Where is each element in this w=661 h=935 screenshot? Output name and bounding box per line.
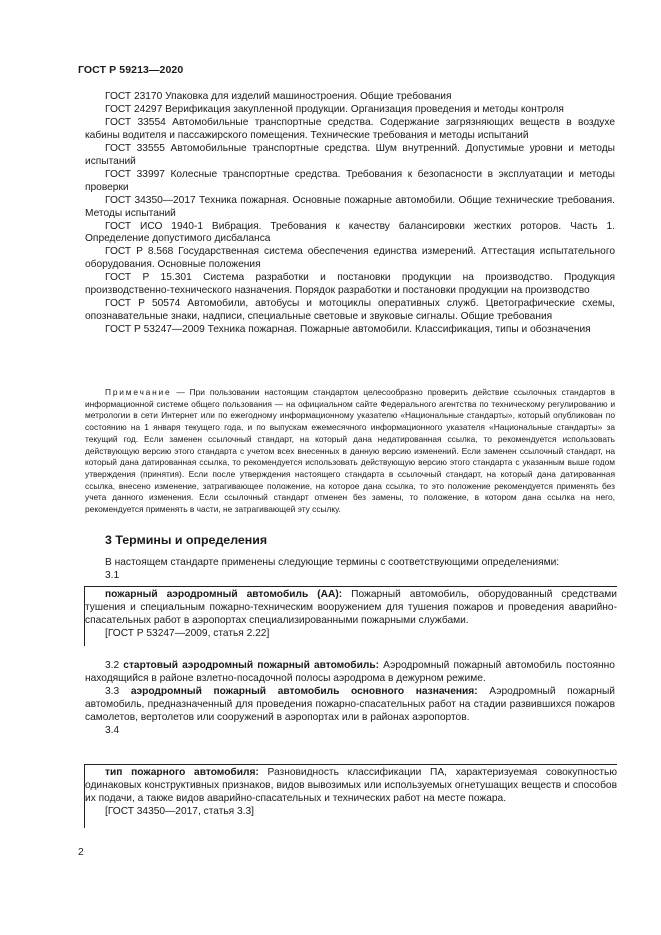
reference-item: ГОСТ Р 15.301 Система разработки и постановки продукции на производство. Продукция производственно-технического назначения. Порядок разработки и постановки продукции на производство [85,272,615,297]
term-name: пожарный аэродромный автомобиль (АА): [105,589,343,600]
term-description: Аэродромный пожарный автомобиль, предназначенный для проведения пожарно-спасательных работ на стадии развившихся пожаров самолетов, вертолетов или сооружений в аэропортах или в районах аэропортов. [85,685,616,723]
intro-text: В настоящем стандарте применены следующие термины с соответствующими определениями: [105,557,560,568]
term-list [85,660,615,738]
term-definition-box [84,764,617,828]
term-name: тип пожарного автомобиля: [105,767,259,778]
reference-item: ГОСТ 23170 Упаковка для изделий машиностроения. Общие требования [105,91,452,102]
term-description: Разновидность классификации ПА, характеризуемая совокупностью одинаковых конструктивных признаков, видов вывозимых или используемых огнетушащих веществ и способов их подачи, а также видов аварийно-спасательных и технических работ на месте пожара. [85,767,617,804]
reference-item: ГОСТ Р 8.568 Государственная система обеспечения единства измерений. Аттестация испытательного оборудования. Основные положения [85,246,615,271]
reference-item: ГОСТ 33555 Автомобильные транспортные средства. Шум внутренний. Допустимые уровни и методы испытаний [85,142,615,167]
document-header: ГОСТ Р 59213—2020 [78,64,184,76]
note-text: — При пользовании настоящим стандартом целесообразно проверить действие ссылочных стандартов в информационной системе общего пользования — на официальном сайте Федерального агентства по техническому регулированию и метрологии в сети Интернет или по ежегодному информационному указателю «Национальные стандарты», который опубликован по состоянию на 1 января текущего года, и по выпускам ежемесячного информационного указателя «Национальные стандарты» за текущий год. Если заменен ссылочный стандарт, на который дана недатированная ссылка, то рекомендуется использовать действующую версию этого стандарта с учетом всех внесенных в данную версию изменений. Если заменен ссылочный стандарт, на который дана датированная ссылка, то рекомендуется использовать действующую версию этого стандарта с указанным выше годом утверждения (принятия). Если после утверждения настоящего стандарта в ссылочный стандарт, на который дана датированная ссылка, внесено изменение, затрагивающее положение, на которое дана ссылка, то это положение рекомендуется применять без учета данного изменения. Если ссылочный стандарт отменен без замены, то положение, в котором дана ссылка на него, рекомендуется применять в части, не затрагивающей эту ссылку. [85,387,615,515]
term-description: Аэродромный пожарный автомобиль постоянно находящийся в районе взлетно-посадочной полосы аэродрома в дежурном режиме. [85,660,615,684]
term-number: 3.3 [105,685,120,697]
note-block [85,387,615,516]
reference-item: ГОСТ 33554 Автомобильные транспортные средства. Содержание загрязняющих веществ в воздухе кабины водителя и пассажирского помещения. Технические требования и методы испытаний [85,116,615,141]
reference-item: ГОСТ ИСО 1940-1 Вибрация. Требования к качеству балансировки жестких роторов. Часть 1. Определение допустимого дисбаланса [85,220,615,245]
term-number: 3.1 [105,569,120,581]
reference-item: ГОСТ Р 50574 Автомобили, автобусы и мотоциклы оперативных служб. Цветографические схемы, опознавательные знаки, надписи, специальные световые и звуковые сигналы. Общие требования [85,298,615,323]
term-definition [85,767,617,806]
term-source: [ГОСТ Р 53247—2009, статья 2.22] [105,627,270,639]
reference-item: ГОСТ 34350—2017 Техника пожарная. Основные пожарные автомобили. Общие технические требования. Методы испытаний [85,194,615,219]
section-intro [85,557,615,583]
term-number: 3.4 [105,724,120,736]
term-description: Пожарный автомобиль, оборудованный средствами тушения и специальным пожарно-техническим вооружением для тушения пожаров и проведения аварийно-спасательных работ в аэропортах специализированными пожарными службами. [85,589,617,626]
term-definition-box [84,586,617,646]
page-number: 2 [78,847,84,858]
term-name: стартовый аэродромный пожарный автомобиль: [123,660,379,671]
reference-item: ГОСТ Р 53247—2009 Техника пожарная. Пожарные автомобили. Классификация, типы и обозначения [105,324,591,336]
note-paragraph [85,387,615,516]
term-number: 3.2 [105,660,120,671]
note-label: Примечание [105,387,172,397]
term-definition [85,686,615,725]
term-definition [85,660,615,686]
reference-item: ГОСТ 33997 Колесные транспортные средства. Требования к безопасности в эксплуатации и методы проверки [85,168,615,193]
term-source: [ГОСТ 34350—2017, статья 3.3] [105,805,255,817]
term-name: аэродромный пожарный автомобиль основного назначения: [130,685,478,697]
term-definition [85,589,617,628]
section-title: 3 Термины и определения [105,533,268,547]
normative-references-list [85,91,615,337]
reference-item: ГОСТ 24297 Верификация закупленной продукции. Организация проведения и методы контроля [105,103,564,115]
